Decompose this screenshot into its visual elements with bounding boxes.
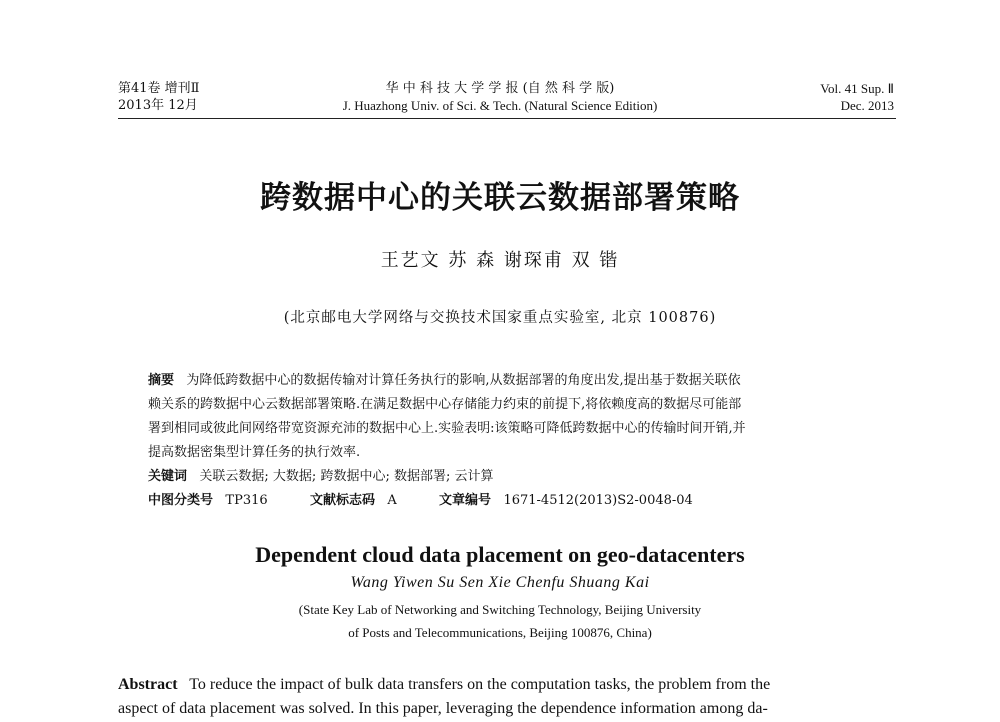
paper-title-cn: 跨数据中心的关联云数据部署策略 (260, 180, 740, 216)
abstract-en-text-line1: To reduce the impact of bulk data transfers on the computation tasks, the problem from the (189, 676, 771, 693)
header-rule (118, 118, 896, 119)
abstract-en-label: Abstract (118, 676, 178, 693)
abstract-cn-line4: 提高数据密集型计算任务的执行效率. (148, 445, 361, 460)
volume-issue: 第41卷 增刊Ⅱ (118, 81, 200, 96)
keywords-cn-text: 关联云数据; 大数据; 跨数据中心; 数据部署; 云计算 (199, 469, 494, 484)
journal-name-en: J. Huazhong Univ. of Sci. & Tech. (Natural Science Edition) (342, 98, 658, 113)
abstract-en-line1 (118, 676, 896, 694)
abstract-cn-text: 为降低跨数据中心的数据传输对计算任务执行的影响,从数据部署的角度出发,提出基于数据关联依 (186, 373, 741, 388)
abstract-cn-line1 (148, 370, 876, 392)
abstract-en-line2: aspect of data placement was solved. In this paper, leveraging the dependence information among da- (118, 700, 768, 717)
affiliation-cn: (北京邮电大学网络与交换技术国家重点实验室, 北京 100876) (283, 310, 717, 326)
keywords-cn (148, 466, 876, 488)
publication-date-en: Dec. 2013 (840, 98, 894, 113)
abstract-cn-line2: 赖关系的跨数据中心云数据部署策略.在满足数据中心存储能力约束的前提下,将依赖度高的数据尽可能部 (148, 397, 742, 412)
authors-en: Wang Yiwen Su Sen Xie Chenfu Shuang Kai (350, 574, 650, 591)
doc-code-label: 文献标志码 (309, 493, 375, 508)
keywords-cn-label: 关键词 (148, 469, 188, 484)
doc-code-value: A (387, 493, 397, 508)
affiliation-en-line1: (State Key Lab of Networking and Switching Technology, Beijing University (298, 602, 702, 617)
clc-value: TP316 (225, 493, 268, 508)
abstract-cn-label: 摘要 (148, 373, 175, 388)
affiliation-en-line2: of Posts and Telecommunications, Beijing 100876, China) (348, 625, 652, 640)
authors-cn: 王艺文 苏 森 谢琛甫 双 锴 (380, 250, 620, 271)
publication-date-cn: 2013年 12月 (118, 98, 198, 113)
paper-title-en: Dependent cloud data placement on geo-datacenters (255, 542, 745, 567)
classification-line (148, 490, 876, 512)
volume-en: Vol. 41 Sup. Ⅱ (820, 81, 894, 96)
clc-label: 中图分类号 (148, 493, 214, 508)
article-number-label: 文章编号 (439, 493, 492, 508)
journal-name-cn: 华 中 科 技 大 学 学 报 (自 然 科 学 版) (385, 81, 615, 96)
article-number-value: 1671-4512(2013)S2-0048-04 (503, 493, 693, 508)
abstract-cn-line3: 署到相同或彼此间网络带宽资源充沛的数据中心上.实验表明:该策略可降低跨数据中心的传输时间开销,并 (148, 421, 746, 436)
